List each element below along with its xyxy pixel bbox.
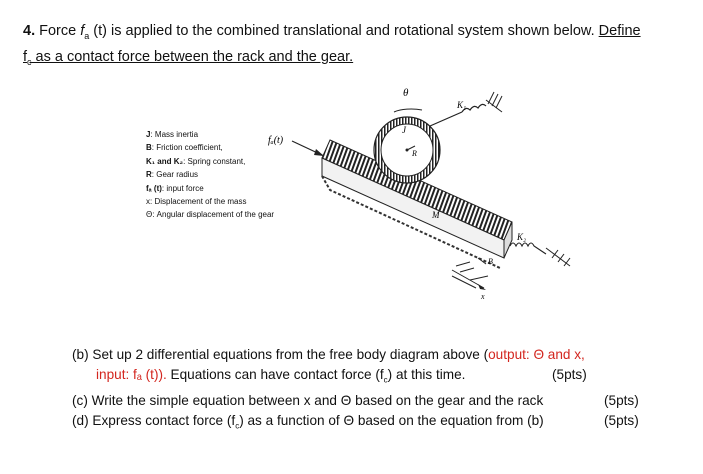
legend-B-text: : Friction coefficient, xyxy=(151,143,223,153)
part-c xyxy=(72,391,692,411)
legend-J-text: : Mass inertia xyxy=(150,130,199,139)
wall-k1 xyxy=(486,92,502,112)
part-b xyxy=(72,345,692,365)
fc-subscript: c xyxy=(27,56,32,67)
legend-J-key: J xyxy=(146,130,151,139)
legend-R-text: : Gear radius xyxy=(151,170,199,180)
diagram-label-R: R xyxy=(412,149,417,158)
gear-shaft xyxy=(430,112,462,126)
part-b-points: (5pts) xyxy=(552,367,587,382)
part-b-text-2: Equations can have contact force (f xyxy=(166,367,384,382)
fc-symbol: f xyxy=(23,48,28,65)
part-d-text-1: (d) Express contact force (f xyxy=(72,412,236,428)
define-text: as a contact force between the rack and the gear. xyxy=(31,48,354,65)
spring-k2 xyxy=(510,243,546,254)
question-parts xyxy=(72,345,692,436)
define-word: Define xyxy=(598,23,641,39)
part-b-text-3: ) at this time. xyxy=(387,367,466,382)
legend-B-key: B xyxy=(146,143,152,153)
part-c-text: (c) Write the simple equation between x and Θ based on the gear and the rack xyxy=(72,392,544,408)
diagram-label-theta: θ xyxy=(403,87,409,99)
part-d-text-2: ) as a function of Θ based on the equation from (b) xyxy=(239,412,544,428)
legend-f-text: : input force xyxy=(161,183,204,193)
diagram-label-B: B xyxy=(488,257,493,266)
diagram-label-K1: K₁ xyxy=(457,100,467,110)
diagram-label-M: M xyxy=(432,210,440,220)
gear xyxy=(374,117,440,183)
legend-f-key: fₐ (t) xyxy=(146,183,162,193)
diagram-label-J: J xyxy=(402,125,406,135)
diagram-label-x: x xyxy=(481,292,485,301)
part-b-input: input: fₐ (t)). xyxy=(96,367,167,382)
part-d-points: (5pts) xyxy=(604,412,639,428)
diagram-label-K2: K₂ xyxy=(517,232,527,242)
legend-R-key: R xyxy=(146,170,152,180)
part-b-text-1: (b) Set up 2 differential equations from the free body diagram above ( xyxy=(72,347,489,362)
legend-x: x: Displacement of the mass xyxy=(146,197,247,207)
diagram-label-force: fₐ(t) xyxy=(268,135,284,146)
question-text-pre: Force xyxy=(39,23,81,39)
legend-theta: Θ: Angular displacement of the gear xyxy=(146,210,275,220)
part-b-output-input: output: Θ and x, xyxy=(488,347,585,362)
part-d-subscript: c xyxy=(235,421,240,431)
part-c-points: (5pts) xyxy=(604,392,639,408)
rotation-arrow xyxy=(394,109,422,112)
force-subscript: a xyxy=(84,30,90,41)
part-b-subscript: c xyxy=(383,375,388,385)
question-text-mid: (t) is applied to the combined translational and rotational system shown below. xyxy=(89,23,599,39)
wall-k2 xyxy=(546,248,570,266)
part-d xyxy=(72,411,692,437)
question-number: 4. xyxy=(23,23,36,39)
legend-K-text: : Spring constant, xyxy=(183,156,246,166)
legend-K-key: K₁ and K₂ xyxy=(146,156,184,166)
part-b-line2 xyxy=(72,365,692,391)
force-symbol: f xyxy=(80,23,85,39)
